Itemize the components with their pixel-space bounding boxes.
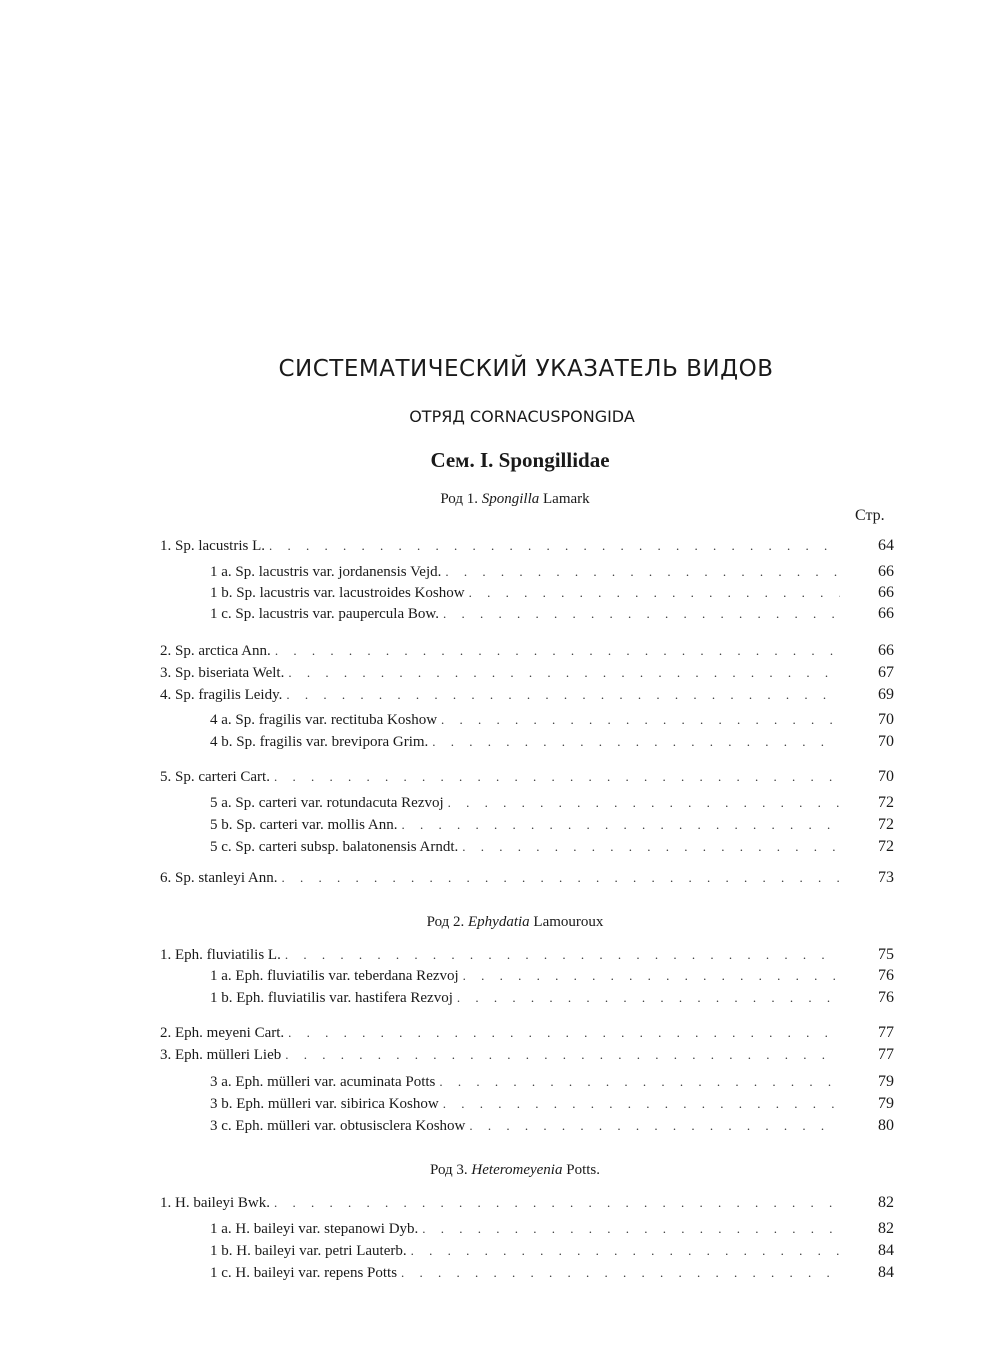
entry-label: 1 b. H. baileyi var. petri Lauterb. [210,1243,407,1259]
index-entry [210,1072,894,1092]
dot-leader [443,604,840,624]
entry-label: 2. Sp. arctica Ann. [160,643,271,659]
genus-prefix: Род 3. [429,1162,468,1178]
genus-heading-heteromeyenia [0,1162,1000,1179]
dot-leader [441,710,840,730]
entry-page: 69 [878,686,894,703]
entry-label: 3. Eph. mülleri Lieb [160,1047,282,1063]
index-entry [160,945,894,965]
index-entry [210,837,894,857]
entry-page: 70 [878,711,894,728]
family-heading: Сем. I. Spongillidae [430,448,610,472]
dot-leader [448,793,840,813]
entry-page: 79 [878,1073,894,1090]
dot-leader [286,685,840,705]
entry-label: 1 a. Sp. lacustris var. jordanensis Vejd. [210,564,442,580]
index-entry [210,1094,894,1114]
dot-leader [401,1263,840,1283]
entry-label: 1. Eph. fluviatilis L. [160,947,281,963]
entry-page: 72 [878,816,894,833]
index-entry [210,583,894,603]
genus-author: Potts. [566,1162,600,1178]
genus-name: Spongilla [481,491,540,507]
index-entry [210,710,894,730]
index-entry [160,536,894,556]
entry-label: 5 b. Sp. carteri var. mollis Ann. [210,817,398,833]
order-heading: ОТРЯД CORNACUSPONGIDA [409,407,635,426]
entry-label: 1 c. Sp. lacustris var. paupercula Bow. [210,606,439,622]
dot-leader [439,1072,840,1092]
entry-label: 1. Sp. lacustris L. [160,538,265,554]
dot-leader [445,562,840,582]
entry-label: 3 a. Eph. mülleri var. acuminata Potts [210,1074,436,1090]
dot-leader [469,1116,840,1136]
entry-label: 5 c. Sp. carteri subsp. balatonensis Arndt. [210,839,459,855]
index-entry [160,868,894,888]
dot-leader [274,767,840,787]
dot-leader [462,837,840,857]
index-entry [160,1193,894,1213]
genus-heading-ephydatia [0,914,1000,931]
entry-page: 76 [878,967,894,984]
genus-author: Lamouroux [533,914,604,930]
dot-leader [288,1023,840,1043]
index-entry [210,1219,894,1239]
entry-page: 66 [878,584,894,601]
entry-page: 77 [878,1024,894,1041]
page-title: СИСТЕМАТИЧЕСКИЙ УКАЗАТЕЛЬ ВИДОВ [278,356,774,382]
dot-leader [422,1219,840,1239]
index-entry [210,966,894,986]
entry-page: 72 [878,838,894,855]
index-entry [210,604,894,624]
entry-page: 64 [878,537,894,554]
entry-label: 1 a. Eph. fluviatilis var. teberdana Rezvoj [210,968,459,984]
dot-leader [275,641,840,661]
entry-page: 82 [878,1220,894,1237]
entry-label: 3 b. Eph. mülleri var. sibirica Koshow [210,1096,439,1112]
entry-page: 80 [878,1117,894,1134]
index-entry [160,663,894,683]
genus-author: Lamark [543,491,590,507]
entry-page: 73 [878,869,894,886]
entry-label: 3. Sp. biseriata Welt. [160,665,285,681]
entry-label: 3 c. Eph. mülleri var. obtusisclera Koshow [210,1118,466,1134]
dot-leader [285,945,840,965]
entry-page: 79 [878,1095,894,1112]
genus-prefix: Род 2. [426,914,465,930]
dot-leader [269,536,840,556]
entry-page: 77 [878,1046,894,1063]
entry-label: 1 b. Eph. fluviatilis var. hastifera Rezvoj [210,990,453,1006]
entry-label: 4 b. Sp. fragilis var. brevipora Grim. [210,734,429,750]
index-entry [210,1116,894,1136]
entry-page: 84 [878,1242,894,1259]
entry-label: 4. Sp. fragilis Leidy. [160,687,283,703]
index-entry [210,1263,894,1283]
entry-label: 4 a. Sp. fragilis var. rectituba Koshow [210,712,438,728]
entry-label: 1 a. H. baileyi var. stepanowi Dyb. [210,1221,419,1237]
genus-heading-spongilla [0,491,1000,508]
entry-label: 6. Sp. stanleyi Ann. [160,870,278,886]
index-entry [210,815,894,835]
page-column-header: Стр. [855,507,885,524]
entry-label: 1 b. Sp. lacustris var. lacustroides Koshow [210,585,465,601]
genus-name: Ephydatia [468,914,530,930]
dot-leader [432,732,840,752]
dot-leader [282,868,840,888]
entry-page: 67 [878,664,894,681]
entry-page: 66 [878,605,894,622]
entry-page: 82 [878,1194,894,1211]
entry-page: 70 [878,733,894,750]
index-entry [160,685,894,705]
genus-name: Heteromeyenia [471,1162,563,1178]
index-entry [160,767,894,787]
dot-leader [469,583,840,603]
entry-page: 70 [878,768,894,785]
dot-leader [285,1045,840,1065]
index-entry [210,988,894,1008]
index-entry [160,1023,894,1043]
entry-page: 66 [878,563,894,580]
dot-leader [411,1241,840,1261]
dot-leader [443,1094,840,1114]
entry-label: 5 a. Sp. carteri var. rotundacuta Rezvoj [210,795,444,811]
dot-leader [274,1193,840,1213]
dot-leader [457,988,840,1008]
index-entry [160,641,894,661]
entry-page: 66 [878,642,894,659]
index-entry [160,1045,894,1065]
index-entry [210,793,894,813]
entry-page: 72 [878,794,894,811]
genus-prefix: Род 1. [440,491,478,507]
dot-leader [288,663,840,683]
entry-page: 75 [878,946,894,963]
index-entry [210,732,894,752]
dot-leader [401,815,840,835]
index-entry [210,562,894,582]
dot-leader [463,966,840,986]
entry-label: 2. Eph. meyeni Cart. [160,1025,285,1041]
index-entry [210,1241,894,1261]
entry-label: 5. Sp. carteri Cart. [160,769,270,785]
entry-page: 76 [878,989,894,1006]
entry-page: 84 [878,1264,894,1281]
entry-label: 1. H. baileyi Bwk. [160,1195,270,1211]
entry-label: 1 c. H. baileyi var. repens Potts [210,1265,398,1281]
